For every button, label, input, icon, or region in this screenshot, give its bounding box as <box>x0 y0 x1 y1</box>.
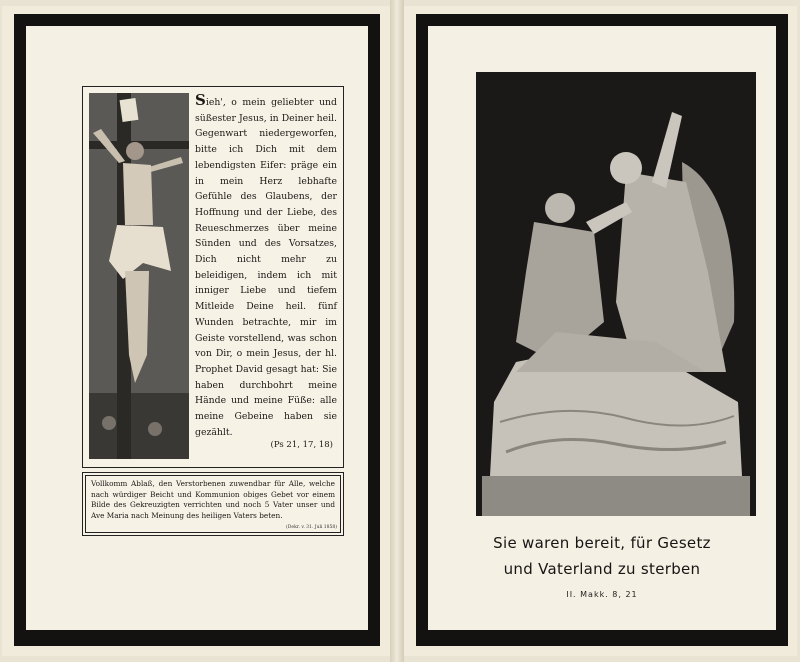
left-black-border <box>14 14 380 646</box>
prayer-citation: (Ps 21, 17, 18) <box>270 440 333 450</box>
right-card <box>404 6 797 656</box>
memorial-line-1: Sie waren bereit, für Gesetz <box>493 534 711 552</box>
prayer-body: ieh', o mein geliebter und süßester Jesus, in Deiner heil. Gegenwart niedergeworfen, bitte ich Dich mit dem lebendigsten Eifer: präge ein in mein Herz lebhafte Gefühle des Glaubens, der Hoffnung und der Liebe, des Reueschmerzes über meine Sünden und des Vorsatzes, Dich nicht mehr zu beleidigen, indem ich mit inniger Liebe und tiefem Mitleide Deine heil. fünf Wunden betrachte, mir im Geiste vorstellend, was schon von Dir, o mein Jesus, der hl. Prophet David gesagt hat: Sie haben durchbohrt meine Hände und meine Füße: alle meine Gebeine haben sie gezählt. <box>195 97 337 438</box>
crucifix-image <box>89 93 189 459</box>
left-card-inner <box>26 26 368 630</box>
right-card-inner <box>428 26 776 630</box>
prayer-dropcap: S <box>195 91 206 109</box>
indulgence-note: (Dekr. v. 31. Juli 1858) <box>286 525 337 530</box>
left-card <box>2 6 390 656</box>
memorial-line-2: und Vaterland zu sterben <box>503 560 701 578</box>
prayer-box <box>82 86 344 468</box>
bible-reference: II. Makk. 8, 21 <box>566 590 638 599</box>
right-black-border <box>416 14 788 646</box>
indulgence-box <box>82 472 344 536</box>
angel-soldier-statue-photo <box>476 72 756 516</box>
prayer-text <box>195 93 337 440</box>
indulgence-text: Vollkomm Ablaß, den Verstorbenen zuwendbar für Alle, welche nach würdiger Beicht und Kommunion obiges Gebet vor einem Bilde des Gekreuzigten verrichten und noch 5 Vater unser und Ave Maria nach Meinung des heiligen Vaters beten. <box>91 479 335 520</box>
card-fold <box>390 0 404 662</box>
